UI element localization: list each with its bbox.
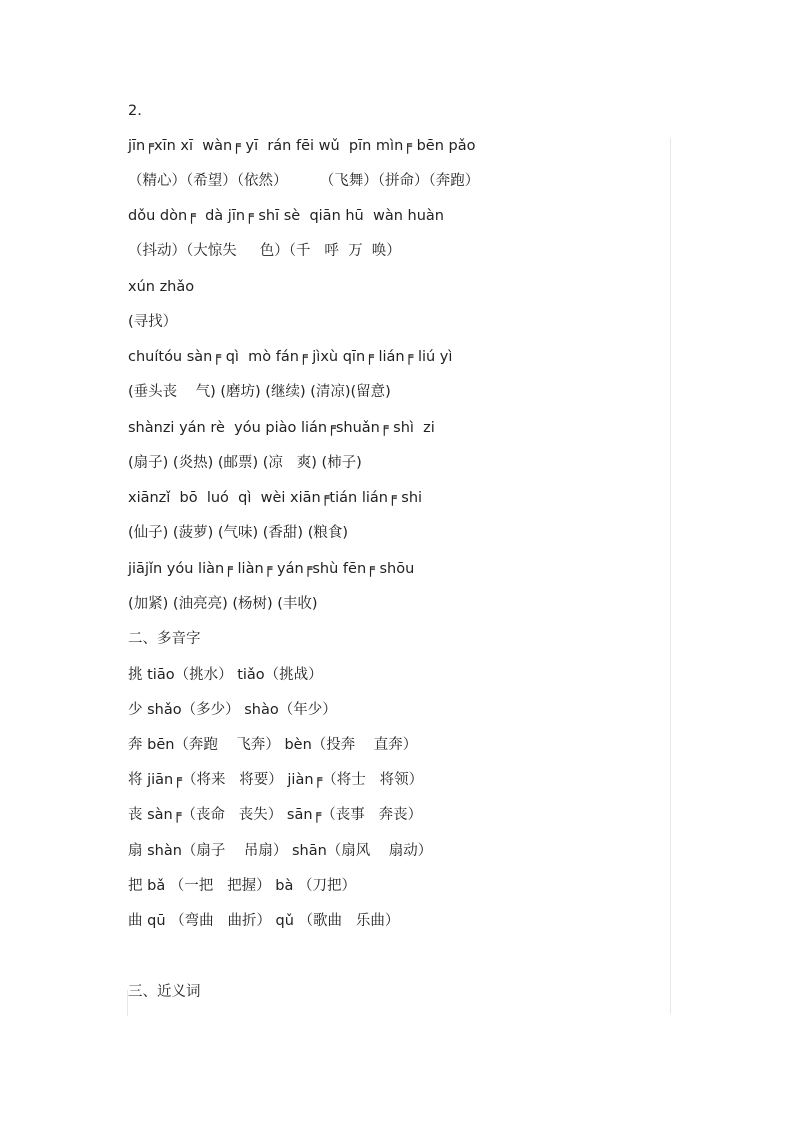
polyphonic-entry: 将 jiān╒（将来 将要） jiàn╒（将士 将领） [128,772,424,788]
polyphonic-entry: 扇 shàn（扇子 吊扇） shān（扇风 扇动） [128,843,433,859]
hanzi-line: (仙子) (菠萝) (气味) (香甜) (粮食) [128,525,349,541]
pinyin-line: xún zhǎo [128,279,195,295]
hanzi-line: (扇子) (炎热) (邮票) (凉 爽) (柿子) [128,455,362,471]
polyphonic-entry: 少 shǎo（多少） shào（年少） [128,702,337,718]
hanzi-line: (垂头丧 气) (磨坊) (继续) (清凉)(留意) [128,384,391,400]
hanzi-line: (寻找） [128,314,178,330]
hanzi-line: (加紧) (油亮亮) (杨树) (丰收) [128,596,318,612]
hanzi-line: （抖动）（大惊失 色）（千 呼 万 唤） [128,243,401,259]
hanzi-line: （精心）（希望）（依然） （飞舞）（拼命）（奔跑） [128,173,480,189]
polyphonic-entry: 奔 bēn（奔跑 飞奔） bèn（投奔 直奔） [128,737,418,753]
pinyin-line: shànzi yán rè yóu piào lián╒shuǎn╒ shì zi [128,420,435,436]
polyphonic-entry: 丧 sàn╒（丧命 丧失） sān╒（丧事 奔丧） [128,807,423,823]
pinyin-line: chuítóu sàn╒ qì mò fán╒ jìxù qīn╒ lián╒ liú yì [128,349,453,365]
section-heading-synonyms: 三、近义词 [128,984,201,1000]
polyphonic-entry: 挑 tiāo（挑水） tiǎo（挑战） [128,667,323,683]
page-edge-right [670,138,671,1014]
pinyin-line: jīn╒xīn xī wàn╒ yī rán fēi wǔ pīn mìn╒ bēn pǎo [128,138,476,154]
pinyin-line: dǒu dòn╒ dà jīn╒ shī sè qiān hū wàn huàn [128,208,444,224]
polyphonic-entry: 曲 qū （弯曲 曲折） qǔ （歌曲 乐曲） [128,913,400,929]
polyphonic-entry: 把 bǎ （一把 把握） bà （刀把） [128,878,356,894]
pinyin-line: jiājǐn yóu liàn╒ liàn╒ yán╒shù fēn╒ shōu [128,561,415,577]
section-number: 2. [128,103,142,119]
pinyin-line: xiānzǐ bō luó qì wèi xiān╒tián lián╒ shi [128,490,423,506]
section-heading-polyphonic: 二、多音字 [128,631,201,647]
